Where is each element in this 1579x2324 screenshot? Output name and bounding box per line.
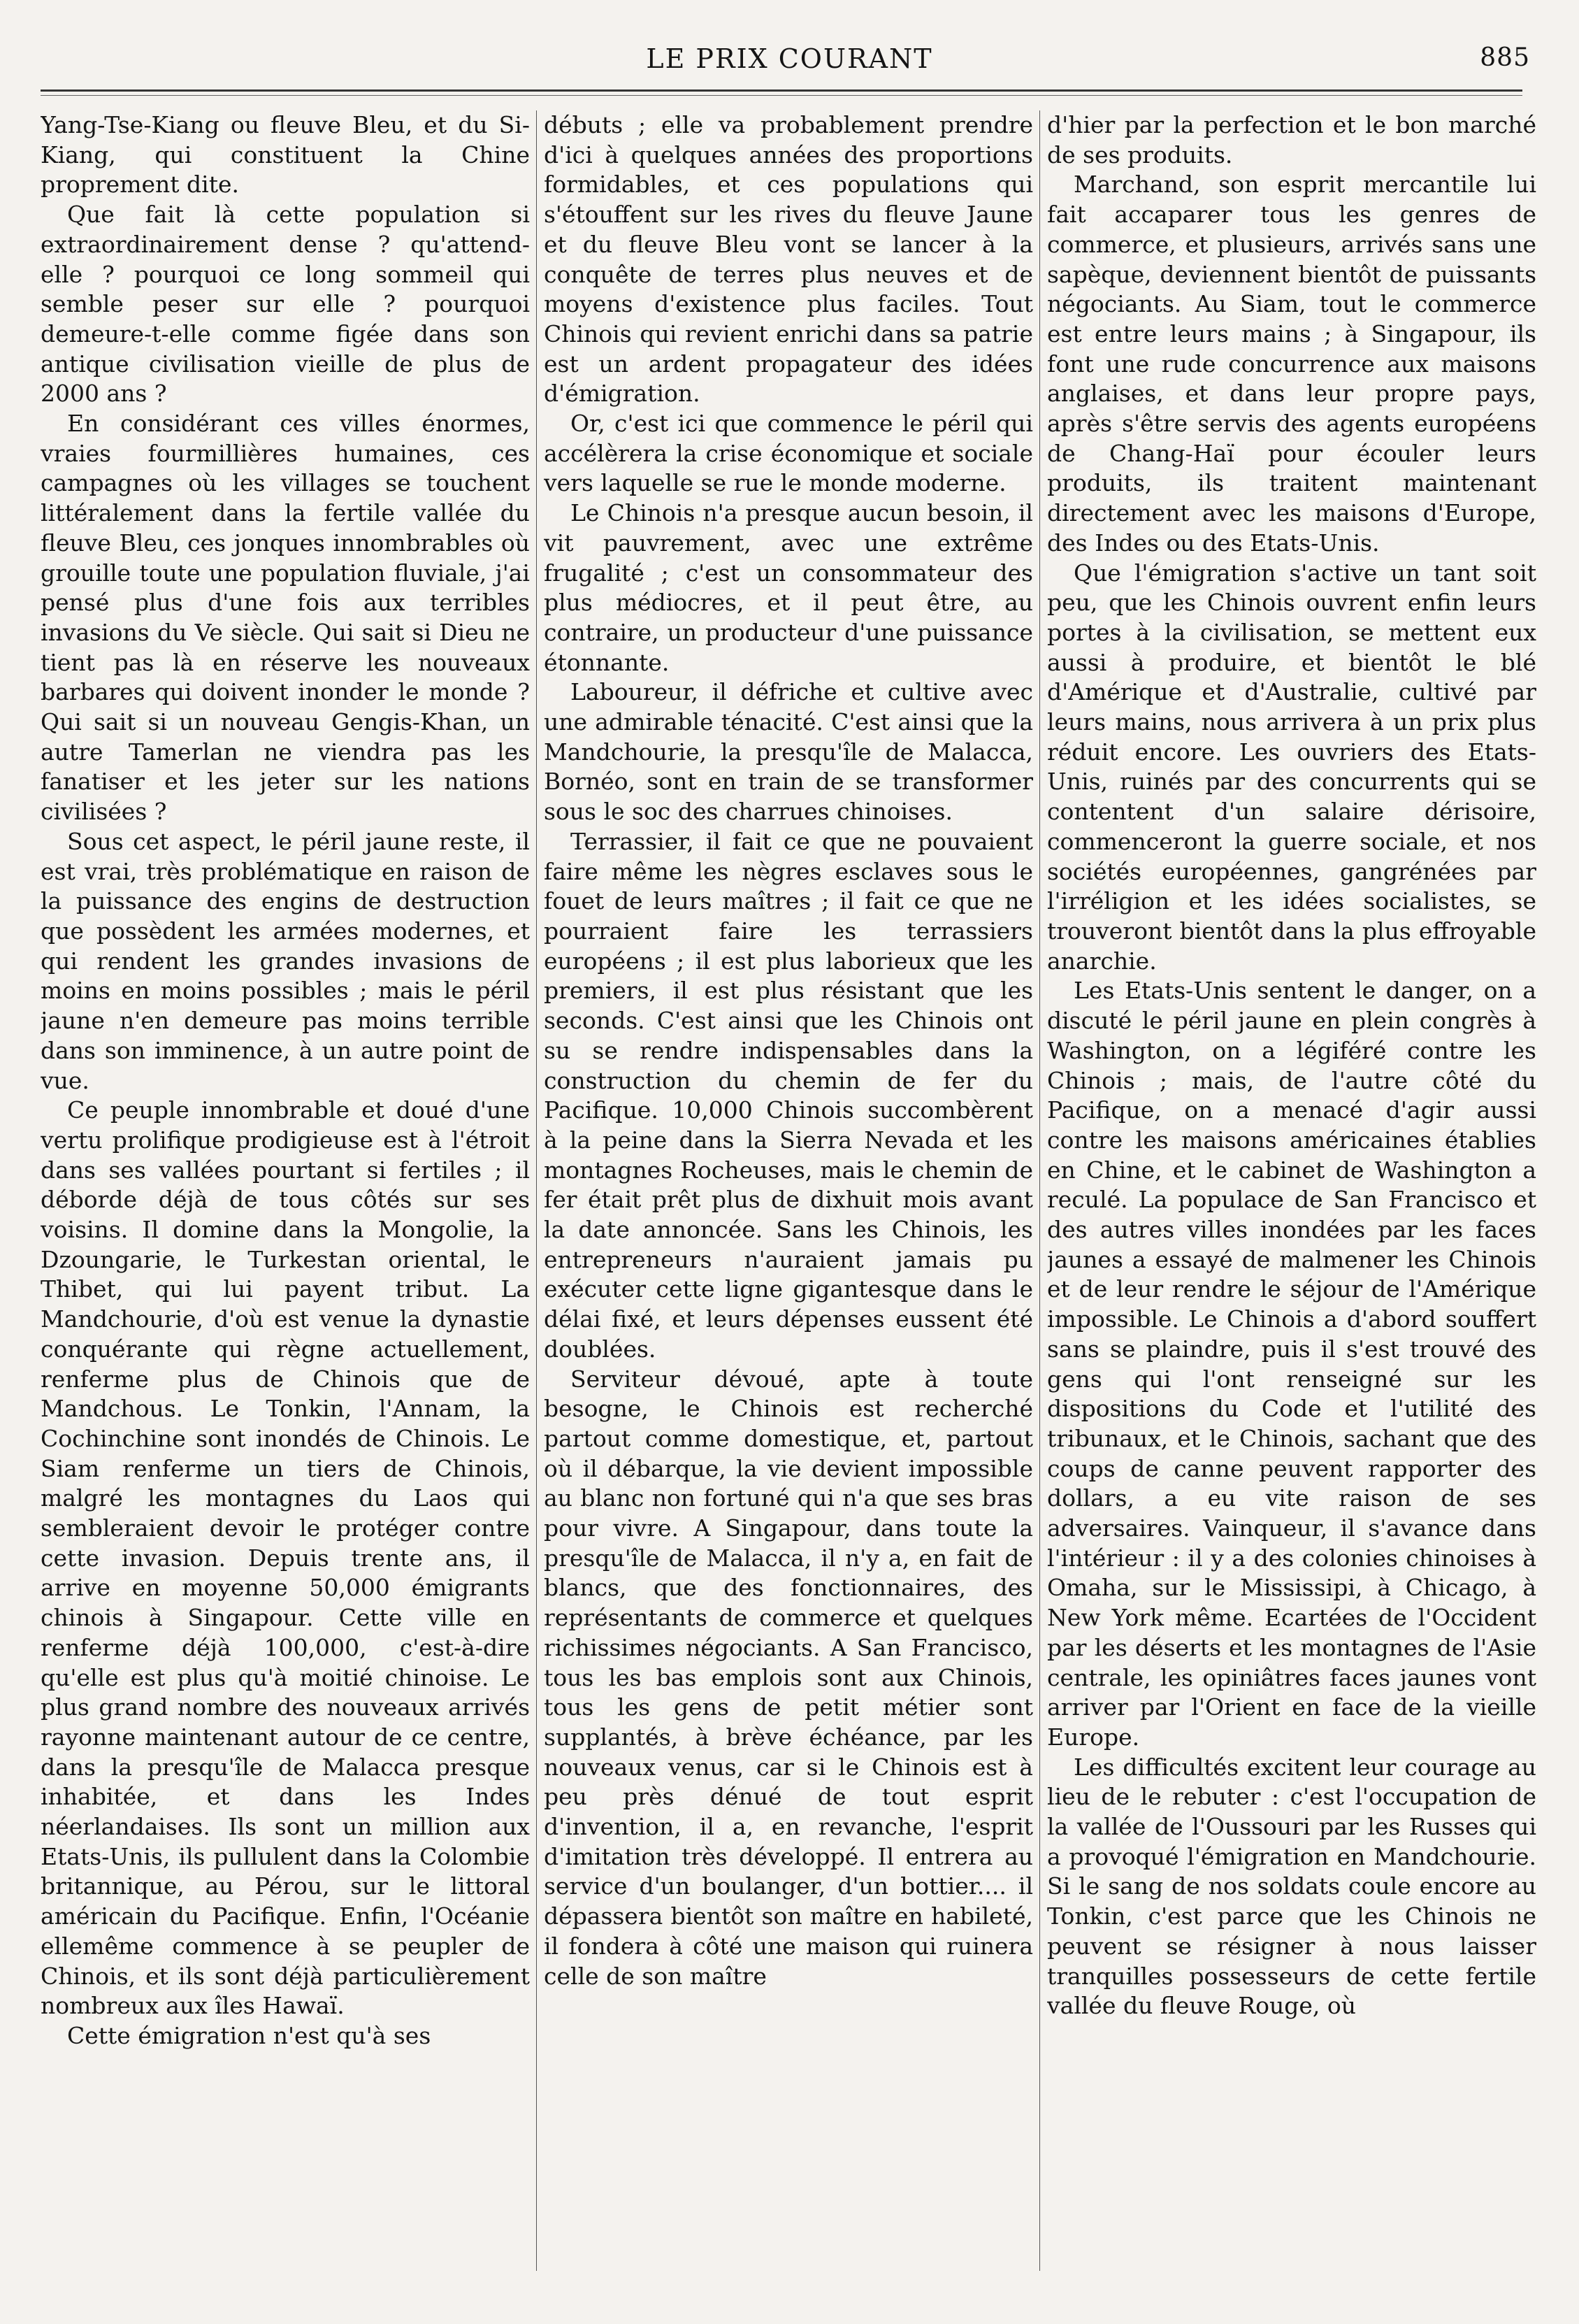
column-2 <box>544 110 1033 2299</box>
paragraph: Le Chinois n'a presque aucun besoin, il vit pauvrement, avec une extrême frugalité ; c'est un consommateur des plus médiocres, et il peut être, au contraire, un producteur d'une puissance étonnante. <box>544 499 1033 676</box>
paragraph: Terrassier, il fait ce que ne pouvaient faire même les nègres esclaves sous le fouet de leurs maîtres ; il fait ce que ne pourraient faire les terrassiers européens ; il est plus laborieux que les premiers, il est plus résistant que les seconds. C'est ainsi que les Chinois ont su se rendre indispensables dans la construction du chemin de fer du Pacifique. 10,000 Chinois succombèrent à la peine dans la Sierra Nevada et les montagnes Rocheuses, mais le chemin de fer était prêt plus de dixhuit mois avant la date annoncée. Sans les Chinois, les entrepreneurs n'auraient jamais pu exécuter cette ligne gigantesque dans le délai fixé, et leurs dépenses eussent été doublées. <box>544 827 1033 1363</box>
paragraph: Que l'émigration s'active un tant soit peu, que les Chinois ouvrent enfin leurs portes à la civilisation, se mettent eux aussi à produire, et bientôt le blé d'Amérique et d'Australie, cultivé par leurs mains, nous arrivera à un prix plus réduit encore. Les ouvriers des Etats-Unis, ruinés par des concurrents qui se contentent d'un salaire dérisoire, commenceront la guerre sociale, et nos sociétés européennes, gangrénées par l'irréligion et les idées socialistes, se trouveront bientôt dans la plus effroyable anarchie. <box>1047 559 1536 975</box>
header-rule-thin <box>41 95 1522 96</box>
column-divider <box>530 110 544 2299</box>
running-title: LE PRIX COURANT <box>646 43 933 74</box>
paragraph: Serviteur dévoué, apte à toute besogne, le Chinois est recherché partout comme domestique, et, partout où il débarque, la vie devient impossible au blanc non fortuné qui n'a que ses bras pour vivre. A Singapour, dans toute la presqu'île de Malacca, il n'y a, en fait de blancs, que des fonctionnaires, des représentants de commerce et quelques richissimes négociants. A San Francisco, tous les bas emplois sont aux Chinois, tous les gens de petit métier sont supplantés, à brève échéance, par les nouveaux venus, car si le Chinois est à peu près dénué de tout esprit d'invention, il a, en revanche, l'esprit d'imitation très développé. Il entrera au service d'un boulanger, d'un bottier.... il dépassera bientôt son maître en habileté, il fondera à côté une maison qui ruinera celle de son maître <box>544 1365 1033 1990</box>
paragraph: Les difficultés excitent leur courage au lieu de le rebuter : c'est l'occupation de la vallée de l'Oussouri par les Russes qui a provoqué l'émigration en Mandchourie. Si le sang de nos soldats coule encore au Tonkin, c'est parce que les Chinois ne peuvent se résigner à nous laisser tranquilles possesseurs de cette fertile vallée du fleuve Rouge, où <box>1047 1753 1536 2020</box>
article-columns <box>41 110 1536 2299</box>
page-number: 885 <box>1480 43 1530 72</box>
header-rule <box>41 89 1522 92</box>
paragraph: Ce peuple innombrable et doué d'une vertu prolifique prodigieuse est à l'étroit dans ses vallées pourtant si fertiles ; il déborde déjà de tous côtés sur ses voisins. Il domine dans la Mongolie, la Dzoungarie, le Turkestan oriental, le Thibet, qui lui payent tribut. La Mandchourie, d'où est venue la dynastie conquérante qui règne actuellement, renferme plus de Chinois que de Mandchous. Le Tonkin, l'Annam, la Cochinchine sont inondés de Chinois. Le Siam renferme un tiers de Chinois, malgré les montagnes du Laos qui sembleraient devoir le protéger contre cette invasion. Depuis trente ans, il arrive en moyenne 50,000 émigrants chinois à Singapour. Cette ville en renferme déjà 100,000, c'est-à-dire qu'elle est plus qu'à moitié chinoise. Le plus grand nombre des nouveaux arrivés rayonne maintenant autour de ce centre, dans la presqu'île de Malacca presque inhabitée, et dans les Indes néerlandaises. Ils sont un million aux Etats-Unis, ils pullulent dans la Colombie britannique, au Pérou, sur le littoral américain du Pacifique. Enfin, l'Océanie ellemême commence à se peupler de Chinois, et ils sont déjà particulièrement nombreux aux îles Hawaï. <box>41 1096 530 2020</box>
paragraph: Laboureur, il défriche et cultive avec une admirable ténacité. C'est ainsi que la Mandchourie, la presqu'île de Malacca, Bornéo, sont en train de se transformer sous le soc des charrues chinoises. <box>544 678 1033 826</box>
column-3 <box>1047 110 1536 2299</box>
paragraph: d'hier par la perfection et le bon marché de ses produits. <box>1047 111 1536 168</box>
column-divider <box>1033 110 1047 2299</box>
paragraph: Sous cet aspect, le péril jaune reste, il est vrai, très problématique en raison de la puissance des engins de destruction que possèdent les armées modernes, et qui rendent les grandes invasions de moins en moins possibles ; mais le péril jaune n'en demeure pas moins terrible dans son imminence, à un autre point de vue. <box>41 827 530 1094</box>
column-1 <box>41 110 530 2299</box>
paragraph: débuts ; elle va probablement prendre d'ici à quelques années des proportions formidables, et ces populations qui s'étouffent sur les rives du fleuve Jaune et du fleuve Bleu vont se lancer à la conquête de terres plus neuves et de moyens d'existence plus faciles. Tout Chinois qui revient enrichi dans sa patrie est un ardent propagateur des idées d'émigration. <box>544 111 1033 408</box>
paragraph: Or, c'est ici que commence le péril qui accélèrera la crise économique et sociale vers laquelle se rue le monde moderne. <box>544 410 1033 497</box>
paragraph: Que fait là cette population si extraordinairement dense ? qu'attend-elle ? pourquoi ce long sommeil qui semble peser sur elle ? pourquoi demeure-t-elle comme figée dans son antique civilisation vieille de plus de 2000 ans ? <box>41 201 530 408</box>
paragraph: Cette émigration n'est qu'à ses <box>67 2022 431 2049</box>
paragraph: Marchand, son esprit mercantile lui fait accaparer tous les genres de commerce, et plusieurs, arrivés sans une sapèque, deviennent bientôt de puissants négociants. Au Siam, tout le commerce est entre leurs mains ; à Singapour, ils font une rude concurrence aux maisons anglaises, et dans leur propre pays, après s'être servis des agents européens de Chang-Haï pour écouler leurs produits, ils traitent maintenant directement avec les maisons d'Europe, des Indes ou des Etats-Unis. <box>1047 171 1536 557</box>
paragraph: Yang-Tse-Kiang ou fleuve Bleu, et du Si-Kiang, qui constituent la Chine proprement dite. <box>41 111 530 199</box>
paragraph: En considérant ces villes énormes, vraies fourmillières humaines, ces campagnes où les villages se touchent littéralement dans la fertile vallée du fleuve Bleu, ces jonques innombrables où grouille toute une population fluviale, j'ai pensé plus d'une fois aux terribles invasions du Ve siècle. Qui sait si Dieu ne tient pas là en réserve les nouveaux barbares qui doivent inonder le monde ? Qui sait si un nouveau Gengis-Khan, un autre Tamerlan ne viendra pas les fanatiser et les jeter sur les nations civilisées ? <box>41 410 530 826</box>
page-header <box>0 0 1579 105</box>
paragraph: Les Etats-Unis sentent le danger, on a discuté le péril jaune en plein congrès à Washington, on a légiféré contre les Chinois ; mais, de l'autre côté du Pacifique, on a menacé d'agir aussi contre les maisons américaines établies en Chine, et le cabinet de Washington a reculé. La populace de San Francisco et des autres villes inondées par les faces jaunes a essayé de malmener les Chinois et de leur rendre le séjour de l'Amérique impossible. Le Chinois a d'abord souffert sans se plaindre, puis il s'est trouvé des gens qui l'ont renseigné sur les dispositions du Code et l'utilité des tribunaux, et le Chinois, sachant que des coups de canne peuvent rapporter des dollars, a eu vite raison de ses adversaires. Vainqueur, il s'avance dans l'intérieur : il y a des colonies chinoises à Omaha, sur le Mississipi, à Chicago, à New York même. Ecartées de l'Occident par les déserts et les montagnes de l'Asie centrale, les opiniâtres faces jaunes vont arriver par l'Orient en face de la vieille Europe. <box>1047 977 1536 1751</box>
